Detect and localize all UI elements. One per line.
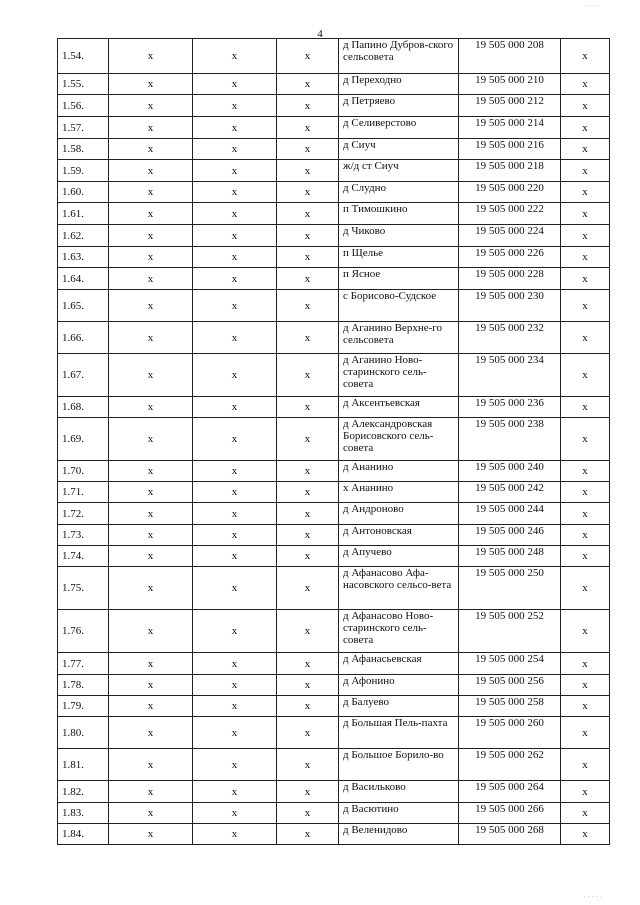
cell-col7: х (561, 397, 610, 418)
cell-col3: х (193, 418, 277, 461)
cell-col7: х (561, 525, 610, 546)
settlement-name: д Афанасьевская (339, 653, 459, 675)
cell-col2: х (109, 160, 193, 182)
table-row (58, 95, 610, 117)
cell-col7: х (561, 503, 610, 525)
cell-col4: х (277, 824, 339, 845)
oktmo-code: 19 505 000 234 (459, 354, 561, 397)
cell-col4: х (277, 675, 339, 696)
cell-col2: х (109, 482, 193, 503)
settlement-name: д Афанасово Афа-насовского сельсо-вета (339, 567, 459, 610)
cell-col7: х (561, 354, 610, 397)
cell-col2: х (109, 717, 193, 749)
cell-col7: х (561, 290, 610, 322)
oktmo-code: 19 505 000 238 (459, 418, 561, 461)
settlement-name: д Аксентьевская (339, 397, 459, 418)
oktmo-code: 19 505 000 246 (459, 525, 561, 546)
table-row (58, 567, 610, 610)
table-row (58, 653, 610, 675)
settlement-name: д Аганино Верхне-го сельсовета (339, 322, 459, 354)
settlement-name: д Переходно (339, 74, 459, 95)
table-row (58, 503, 610, 525)
row-number: 1.80. (58, 717, 109, 749)
row-number: 1.63. (58, 247, 109, 268)
cell-col7: х (561, 781, 610, 803)
cell-col3: х (193, 139, 277, 160)
table-row (58, 525, 610, 546)
cell-col2: х (109, 418, 193, 461)
cell-col2: х (109, 225, 193, 247)
oktmo-code: 19 505 000 230 (459, 290, 561, 322)
cell-col7: х (561, 717, 610, 749)
cell-col4: х (277, 290, 339, 322)
cell-col7: х (561, 139, 610, 160)
settlement-name: д Афанасово Ново-старинского сель-совета (339, 610, 459, 653)
oktmo-code: 19 505 000 220 (459, 182, 561, 203)
cell-col7: х (561, 610, 610, 653)
cell-col3: х (193, 653, 277, 675)
cell-col2: х (109, 824, 193, 845)
oktmo-code: 19 505 000 248 (459, 546, 561, 567)
settlement-name: д Чиково (339, 225, 459, 247)
row-number: 1.83. (58, 803, 109, 824)
table-row (58, 482, 610, 503)
page-number: 4 (317, 28, 323, 40)
table-row (58, 39, 610, 74)
settlement-name: п Тимошкино (339, 203, 459, 225)
cell-col4: х (277, 74, 339, 95)
settlement-name: д Папино Дубров-ского сельсовета (339, 39, 459, 74)
cell-col4: х (277, 139, 339, 160)
row-number: 1.84. (58, 824, 109, 845)
settlement-name: д Петряево (339, 95, 459, 117)
table-row (58, 546, 610, 567)
oktmo-code: 19 505 000 268 (459, 824, 561, 845)
cell-col3: х (193, 461, 277, 482)
oktmo-code: 19 505 000 264 (459, 781, 561, 803)
cell-col2: х (109, 567, 193, 610)
cell-col2: х (109, 749, 193, 781)
cell-col4: х (277, 482, 339, 503)
cell-col2: х (109, 503, 193, 525)
row-number: 1.79. (58, 696, 109, 717)
cell-col3: х (193, 675, 277, 696)
table-row (58, 461, 610, 482)
cell-col4: х (277, 182, 339, 203)
oktmo-code: 19 505 000 258 (459, 696, 561, 717)
cell-col2: х (109, 525, 193, 546)
cell-col7: х (561, 418, 610, 461)
oktmo-code: 19 505 000 266 (459, 803, 561, 824)
oktmo-code: 19 505 000 232 (459, 322, 561, 354)
oktmo-code: 19 505 000 214 (459, 117, 561, 139)
cell-col3: х (193, 482, 277, 503)
oktmo-code: 19 505 000 218 (459, 160, 561, 182)
table-row (58, 268, 610, 290)
cell-col2: х (109, 95, 193, 117)
settlement-name: с Борисово-Судское (339, 290, 459, 322)
cell-col7: х (561, 461, 610, 482)
cell-col3: х (193, 824, 277, 845)
cell-col7: х (561, 567, 610, 610)
settlement-name: д Афонино (339, 675, 459, 696)
cell-col4: х (277, 803, 339, 824)
table-row (58, 225, 610, 247)
cell-col3: х (193, 717, 277, 749)
cell-col4: х (277, 653, 339, 675)
cell-col2: х (109, 610, 193, 653)
cell-col3: х (193, 268, 277, 290)
table-row (58, 717, 610, 749)
cell-col7: х (561, 322, 610, 354)
oktmo-code: 19 505 000 252 (459, 610, 561, 653)
table-row (58, 803, 610, 824)
cell-col3: х (193, 117, 277, 139)
oktmo-code: 19 505 000 242 (459, 482, 561, 503)
table-row (58, 749, 610, 781)
cell-col4: х (277, 268, 339, 290)
cell-col2: х (109, 546, 193, 567)
settlement-name: д Большое Борило-во (339, 749, 459, 781)
table-row (58, 160, 610, 182)
cell-col3: х (193, 39, 277, 74)
cell-col3: х (193, 182, 277, 203)
cell-col2: х (109, 397, 193, 418)
settlement-name: п Щелье (339, 247, 459, 268)
cell-col2: х (109, 354, 193, 397)
cell-col4: х (277, 781, 339, 803)
cell-col3: х (193, 696, 277, 717)
oktmo-code: 19 505 000 216 (459, 139, 561, 160)
row-number: 1.71. (58, 482, 109, 503)
cell-col3: х (193, 290, 277, 322)
table-row (58, 247, 610, 268)
cell-col4: х (277, 546, 339, 567)
table-row (58, 397, 610, 418)
row-number: 1.66. (58, 322, 109, 354)
table-body (58, 39, 610, 845)
cell-col4: х (277, 95, 339, 117)
cell-col7: х (561, 39, 610, 74)
oktmo-code: 19 505 000 260 (459, 717, 561, 749)
cell-col4: х (277, 525, 339, 546)
table-row (58, 354, 610, 397)
oktmo-code: 19 505 000 224 (459, 225, 561, 247)
cell-col7: х (561, 74, 610, 95)
cell-col4: х (277, 160, 339, 182)
cell-col3: х (193, 749, 277, 781)
row-number: 1.77. (58, 653, 109, 675)
row-number: 1.55. (58, 74, 109, 95)
cell-col2: х (109, 461, 193, 482)
settlements-table (57, 38, 610, 845)
row-number: 1.75. (58, 567, 109, 610)
oktmo-code: 19 505 000 212 (459, 95, 561, 117)
scan-mark-bottom: · · · · · (583, 893, 602, 901)
oktmo-code: 19 505 000 244 (459, 503, 561, 525)
oktmo-code: 19 505 000 240 (459, 461, 561, 482)
row-number: 1.58. (58, 139, 109, 160)
cell-col7: х (561, 675, 610, 696)
cell-col3: х (193, 160, 277, 182)
cell-col4: х (277, 461, 339, 482)
cell-col7: х (561, 749, 610, 781)
cell-col2: х (109, 247, 193, 268)
cell-col7: х (561, 160, 610, 182)
row-number: 1.70. (58, 461, 109, 482)
cell-col2: х (109, 182, 193, 203)
settlement-name: д Сиуч (339, 139, 459, 160)
cell-col2: х (109, 781, 193, 803)
row-number: 1.81. (58, 749, 109, 781)
settlement-name: д Селиверстово (339, 117, 459, 139)
settlement-name: д Васильково (339, 781, 459, 803)
settlement-name: д Антоновская (339, 525, 459, 546)
cell-col4: х (277, 354, 339, 397)
cell-col2: х (109, 696, 193, 717)
cell-col3: х (193, 322, 277, 354)
settlement-name: д Ананино (339, 461, 459, 482)
row-number: 1.64. (58, 268, 109, 290)
cell-col4: х (277, 247, 339, 268)
row-number: 1.76. (58, 610, 109, 653)
row-number: 1.67. (58, 354, 109, 397)
cell-col2: х (109, 290, 193, 322)
oktmo-code: 19 505 000 236 (459, 397, 561, 418)
cell-col2: х (109, 39, 193, 74)
oktmo-code: 19 505 000 254 (459, 653, 561, 675)
settlement-name: п Ясное (339, 268, 459, 290)
row-number: 1.82. (58, 781, 109, 803)
settlement-name: д Балуево (339, 696, 459, 717)
cell-col3: х (193, 74, 277, 95)
cell-col2: х (109, 139, 193, 160)
oktmo-code: 19 505 000 256 (459, 675, 561, 696)
settlement-name: д Веленидово (339, 824, 459, 845)
table-row (58, 322, 610, 354)
cell-col4: х (277, 117, 339, 139)
cell-col2: х (109, 653, 193, 675)
scan-mark-top: · · · · (585, 2, 600, 10)
cell-col2: х (109, 74, 193, 95)
settlement-name: д Аганино Ново-старинского сель-совета (339, 354, 459, 397)
cell-col7: х (561, 225, 610, 247)
cell-col7: х (561, 182, 610, 203)
cell-col4: х (277, 397, 339, 418)
row-number: 1.78. (58, 675, 109, 696)
row-number: 1.73. (58, 525, 109, 546)
cell-col2: х (109, 268, 193, 290)
cell-col3: х (193, 95, 277, 117)
cell-col4: х (277, 225, 339, 247)
cell-col3: х (193, 503, 277, 525)
cell-col7: х (561, 117, 610, 139)
row-number: 1.74. (58, 546, 109, 567)
row-number: 1.57. (58, 117, 109, 139)
cell-col2: х (109, 203, 193, 225)
table-row (58, 675, 610, 696)
cell-col7: х (561, 247, 610, 268)
cell-col4: х (277, 749, 339, 781)
cell-col7: х (561, 482, 610, 503)
cell-col3: х (193, 567, 277, 610)
oktmo-code: 19 505 000 228 (459, 268, 561, 290)
row-number: 1.61. (58, 203, 109, 225)
cell-col2: х (109, 803, 193, 824)
row-number: 1.69. (58, 418, 109, 461)
cell-col4: х (277, 567, 339, 610)
cell-col4: х (277, 322, 339, 354)
table-row (58, 290, 610, 322)
settlement-name: д Большая Пель-пахта (339, 717, 459, 749)
cell-col4: х (277, 39, 339, 74)
table-row (58, 203, 610, 225)
cell-col7: х (561, 824, 610, 845)
cell-col7: х (561, 546, 610, 567)
table-row (58, 781, 610, 803)
table-row (58, 117, 610, 139)
settlement-name: д Апучево (339, 546, 459, 567)
cell-col7: х (561, 95, 610, 117)
table-row (58, 74, 610, 95)
cell-col3: х (193, 546, 277, 567)
row-number: 1.62. (58, 225, 109, 247)
cell-col7: х (561, 268, 610, 290)
cell-col4: х (277, 717, 339, 749)
table-row (58, 139, 610, 160)
oktmo-code: 19 505 000 222 (459, 203, 561, 225)
cell-col3: х (193, 781, 277, 803)
oktmo-code: 19 505 000 210 (459, 74, 561, 95)
settlement-name: д Андроново (339, 503, 459, 525)
row-number: 1.60. (58, 182, 109, 203)
row-number: 1.59. (58, 160, 109, 182)
settlement-name: х Ананино (339, 482, 459, 503)
settlement-name: ж/д ст Сиуч (339, 160, 459, 182)
cell-col3: х (193, 397, 277, 418)
cell-col3: х (193, 225, 277, 247)
row-number: 1.54. (58, 39, 109, 74)
cell-col2: х (109, 675, 193, 696)
row-number: 1.65. (58, 290, 109, 322)
cell-col7: х (561, 696, 610, 717)
table-row (58, 824, 610, 845)
cell-col7: х (561, 803, 610, 824)
settlement-name: д Васютино (339, 803, 459, 824)
cell-col7: х (561, 653, 610, 675)
cell-col3: х (193, 803, 277, 824)
row-number: 1.56. (58, 95, 109, 117)
table-row (58, 696, 610, 717)
cell-col4: х (277, 418, 339, 461)
cell-col3: х (193, 247, 277, 268)
cell-col4: х (277, 203, 339, 225)
cell-col4: х (277, 610, 339, 653)
row-number: 1.68. (58, 397, 109, 418)
row-number: 1.72. (58, 503, 109, 525)
oktmo-code: 19 505 000 262 (459, 749, 561, 781)
cell-col2: х (109, 322, 193, 354)
oktmo-code: 19 505 000 250 (459, 567, 561, 610)
cell-col4: х (277, 503, 339, 525)
table-row (58, 418, 610, 461)
cell-col4: х (277, 696, 339, 717)
cell-col3: х (193, 610, 277, 653)
table-row (58, 610, 610, 653)
cell-col3: х (193, 203, 277, 225)
cell-col3: х (193, 525, 277, 546)
settlement-name: д Слудно (339, 182, 459, 203)
cell-col3: х (193, 354, 277, 397)
oktmo-code: 19 505 000 226 (459, 247, 561, 268)
cell-col7: х (561, 203, 610, 225)
oktmo-code: 19 505 000 208 (459, 39, 561, 74)
settlement-name: д Александровская Борисовского сель-совета (339, 418, 459, 461)
table-row (58, 182, 610, 203)
cell-col2: х (109, 117, 193, 139)
